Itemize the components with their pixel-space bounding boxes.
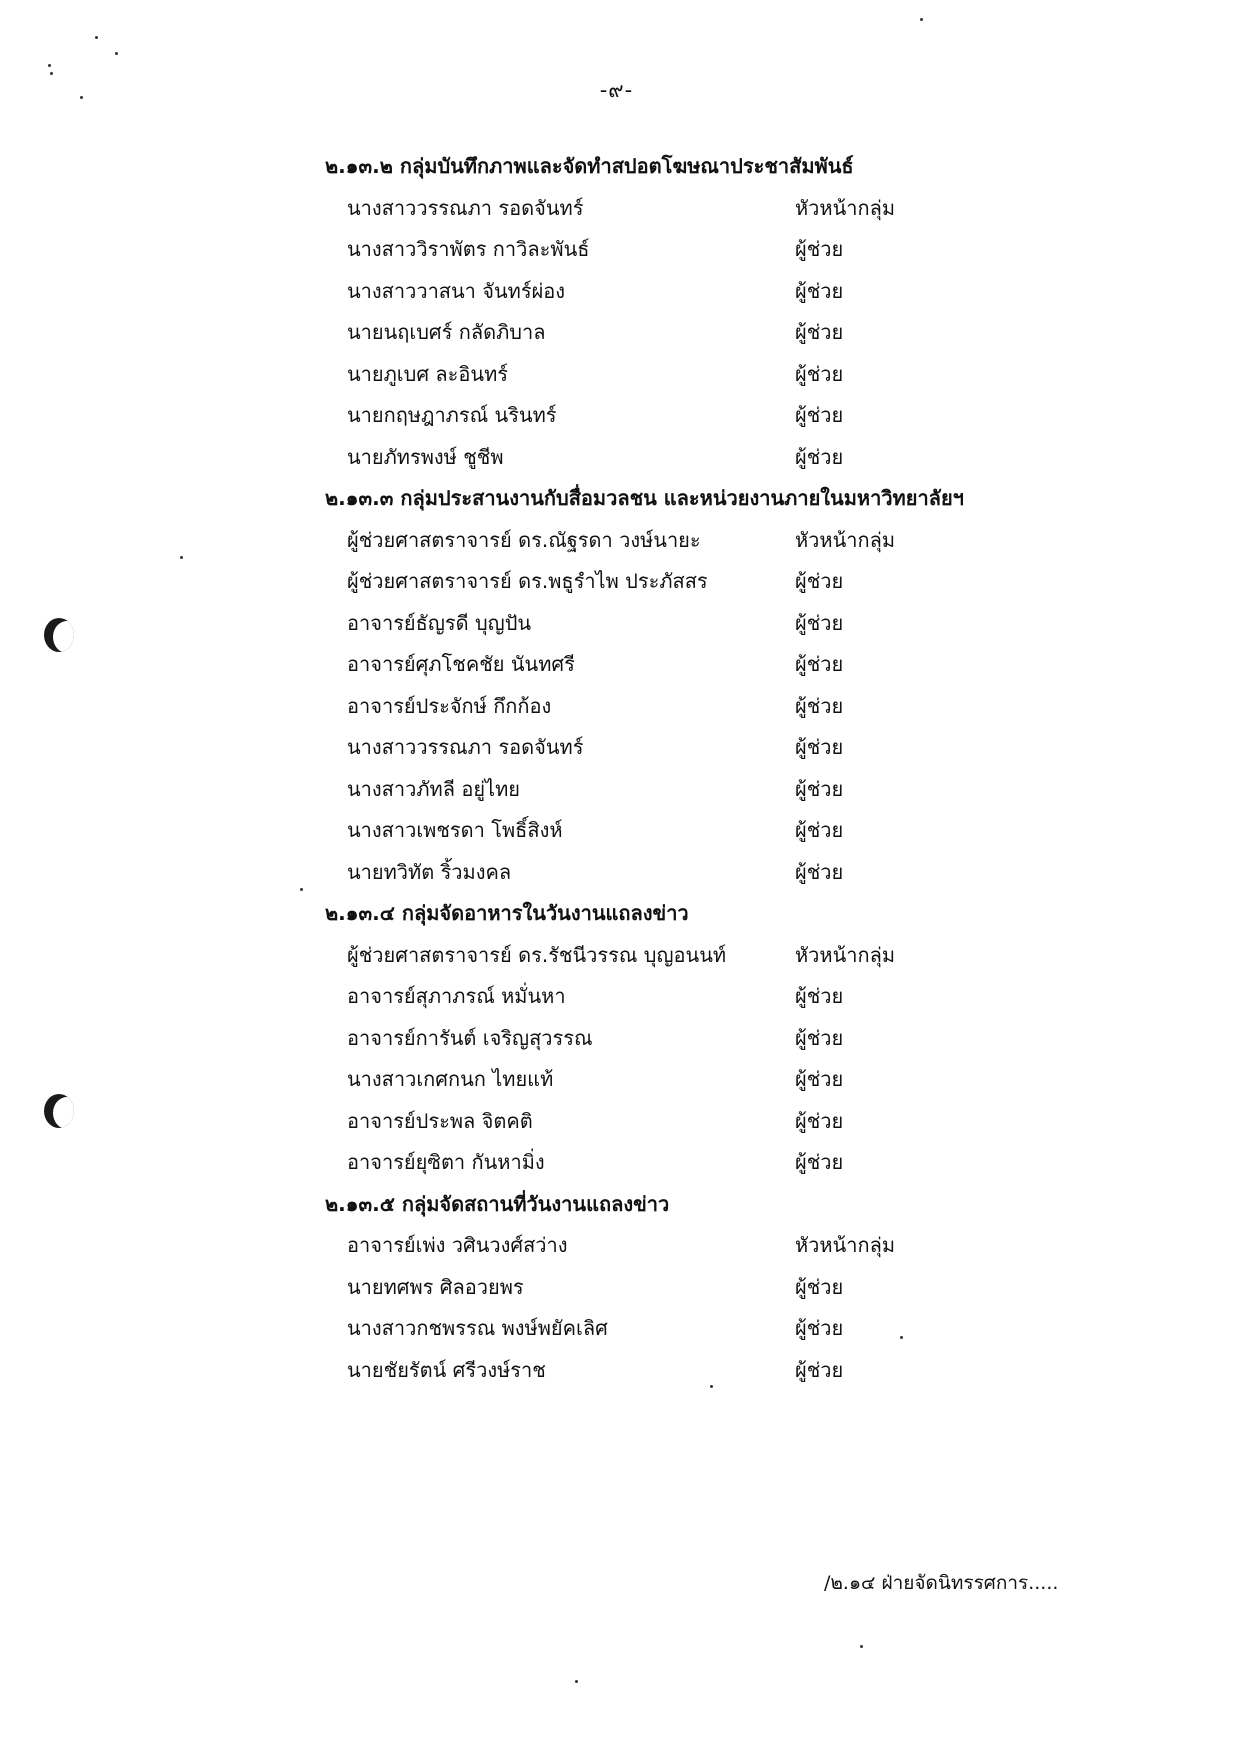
scan-speck xyxy=(920,18,923,21)
member-name: นางสาวภัทลี อยู่ไทย xyxy=(347,776,521,801)
member-role: ผู้ช่วย xyxy=(795,1150,844,1174)
member-name: นายทวิทัต ริ้วมงคล xyxy=(347,859,512,884)
member-row xyxy=(325,395,1025,437)
member-name: นางสาวเพชรดา โพธิ์สิงห์ xyxy=(347,818,563,842)
member-row xyxy=(325,769,1025,811)
binder-hole-mark xyxy=(44,1094,74,1128)
page-number: -๙- xyxy=(599,78,634,102)
member-row xyxy=(325,935,1025,977)
member-row xyxy=(325,1267,1025,1309)
member-name: อาจารย์ประจักษ์ กึกก้อง xyxy=(347,693,552,718)
member-row xyxy=(325,229,1025,271)
member-row xyxy=(325,1142,1025,1184)
member-name: อาจารย์สุภาภรณ์ หมั่นหา xyxy=(347,984,566,1008)
member-name: ผู้ช่วยศาสตราจารย์ ดร.พธูรำไพ ประภัสสร xyxy=(347,569,708,593)
member-role: หัวหน้ากลุ่ม xyxy=(795,1233,896,1257)
member-role: ผู้ช่วย xyxy=(795,1025,844,1050)
member-row xyxy=(325,188,1025,230)
member-row xyxy=(325,976,1025,1018)
member-row xyxy=(325,437,1025,479)
member-role: ผู้ช่วย xyxy=(795,403,844,427)
scan-speck xyxy=(575,1680,578,1683)
member-name: ผู้ช่วยศาสตราจารย์ ดร.ณัฐรดา วงษ์นายะ xyxy=(347,527,701,552)
member-row xyxy=(325,644,1025,686)
member-role: ผู้ช่วย xyxy=(795,652,844,676)
member-role: ผู้ช่วย xyxy=(795,1357,844,1382)
member-role: ผู้ช่วย xyxy=(795,859,844,884)
scan-speck xyxy=(860,1645,863,1648)
member-row xyxy=(325,354,1025,396)
binder-hole-mark xyxy=(44,618,74,652)
member-role: ผู้ช่วย xyxy=(795,1316,844,1340)
scan-speck xyxy=(300,888,303,891)
member-row xyxy=(325,727,1025,769)
member-name: นางสาวกชพรรณ พงษ์พยัคเลิศ xyxy=(347,1316,608,1340)
member-name: อาจารย์ศุภโชคชัย นันทศรี xyxy=(347,652,575,676)
member-name: นางสาววรรณภา รอดจันทร์ xyxy=(347,735,584,759)
member-role: หัวหน้ากลุ่ม xyxy=(795,195,896,220)
member-name: อาจารย์ประพล จิตคติ xyxy=(347,1108,533,1133)
member-row xyxy=(325,1308,1025,1350)
member-row xyxy=(325,810,1025,852)
member-row xyxy=(325,1225,1025,1267)
section-heading: ๒.๑๓.๕ กลุ่มจัดสถานที่วันงานแถลงข่าว xyxy=(325,1191,670,1216)
member-name: อาจารย์ยุซิตา กันหามิ่ง xyxy=(347,1150,545,1174)
committee-list xyxy=(325,146,1025,1391)
member-row xyxy=(325,1059,1025,1101)
member-role: ผู้ช่วย xyxy=(795,444,844,469)
member-role: ผู้ช่วย xyxy=(795,320,844,344)
section-heading: ๒.๑๓.๔ กลุ่มจัดอาหารในวันงานแถลงข่าว xyxy=(325,901,689,925)
member-name: นายทศพร ศิลอวยพร xyxy=(347,1274,524,1299)
member-name: นายนฤเบศร์ กลัดภิบาล xyxy=(347,320,546,344)
member-role: ผู้ช่วย xyxy=(795,693,844,718)
member-name: อาจารย์การันต์ เจริญสุวรรณ xyxy=(347,1025,593,1050)
scan-speck xyxy=(48,64,51,67)
member-role: ผู้ช่วย xyxy=(795,1067,844,1091)
member-role: ผู้ช่วย xyxy=(795,776,844,801)
member-role: ผู้ช่วย xyxy=(795,1274,844,1299)
member-row xyxy=(325,561,1025,603)
member-name: นายภัทรพงษ์ ชูชีพ xyxy=(347,444,504,469)
section-heading: ๒.๑๓.๓ กลุ่มประสานงานกับสื่อมวลชน และหน่วยงานภายในมหาวิทยาลัยฯ xyxy=(325,486,964,510)
member-role: ผู้ช่วย xyxy=(795,984,844,1008)
member-name: นางสาวเกศกนก ไทยแท้ xyxy=(347,1067,554,1091)
member-row xyxy=(325,520,1025,562)
scan-speck xyxy=(180,556,183,559)
member-role: ผู้ช่วย xyxy=(795,237,844,261)
member-name: นางสาววรรณภา รอดจันทร์ xyxy=(347,195,584,220)
member-role: ผู้ช่วย xyxy=(795,818,844,842)
section-heading: ๒.๑๓.๒ กลุ่มบันทึกภาพและจัดทำสปอตโฆษณาประชาสัมพันธ์ xyxy=(325,154,854,178)
member-row xyxy=(325,603,1025,645)
member-name: นางสาววิราพัตร กาวิละพันธ์ xyxy=(347,237,590,261)
member-name: อาจารย์เพ่ง วศินวงศ์สว่าง xyxy=(347,1233,568,1257)
member-role: ผู้ช่วย xyxy=(795,569,844,593)
member-name: นางสาววาสนา จันทร์ผ่อง xyxy=(347,278,566,303)
member-role: ผู้ช่วย xyxy=(795,1108,844,1133)
scan-speck xyxy=(115,52,118,55)
member-role: ผู้ช่วย xyxy=(795,361,844,386)
member-row xyxy=(325,271,1025,313)
member-role: หัวหน้ากลุ่ม xyxy=(795,942,896,967)
member-row xyxy=(325,1350,1025,1392)
member-role: หัวหน้ากลุ่ม xyxy=(795,527,896,552)
member-name: อาจารย์ธัญรดี บุญปัน xyxy=(347,610,532,635)
member-row xyxy=(325,686,1025,728)
scan-speck xyxy=(95,36,98,39)
member-role: ผู้ช่วย xyxy=(795,610,844,635)
member-name: ผู้ช่วยศาสตราจารย์ ดร.รัชนีวรรณ บุญอนนท์ xyxy=(347,942,727,967)
member-name: นายภูเบศ ละอินทร์ xyxy=(347,361,508,386)
member-name: นายกฤษฎาภรณ์ นรินทร์ xyxy=(347,403,557,427)
member-role: ผู้ช่วย xyxy=(795,278,844,303)
continuation-note: /๒.๑๔ ฝ่ายจัดนิทรรศการ..... xyxy=(824,1572,1059,1594)
member-row xyxy=(325,312,1025,354)
member-row xyxy=(325,1018,1025,1060)
member-row xyxy=(325,1101,1025,1143)
member-name: นายชัยรัตน์ ศรีวงษ์ราช xyxy=(347,1357,546,1382)
member-row xyxy=(325,852,1025,894)
member-role: ผู้ช่วย xyxy=(795,735,844,759)
